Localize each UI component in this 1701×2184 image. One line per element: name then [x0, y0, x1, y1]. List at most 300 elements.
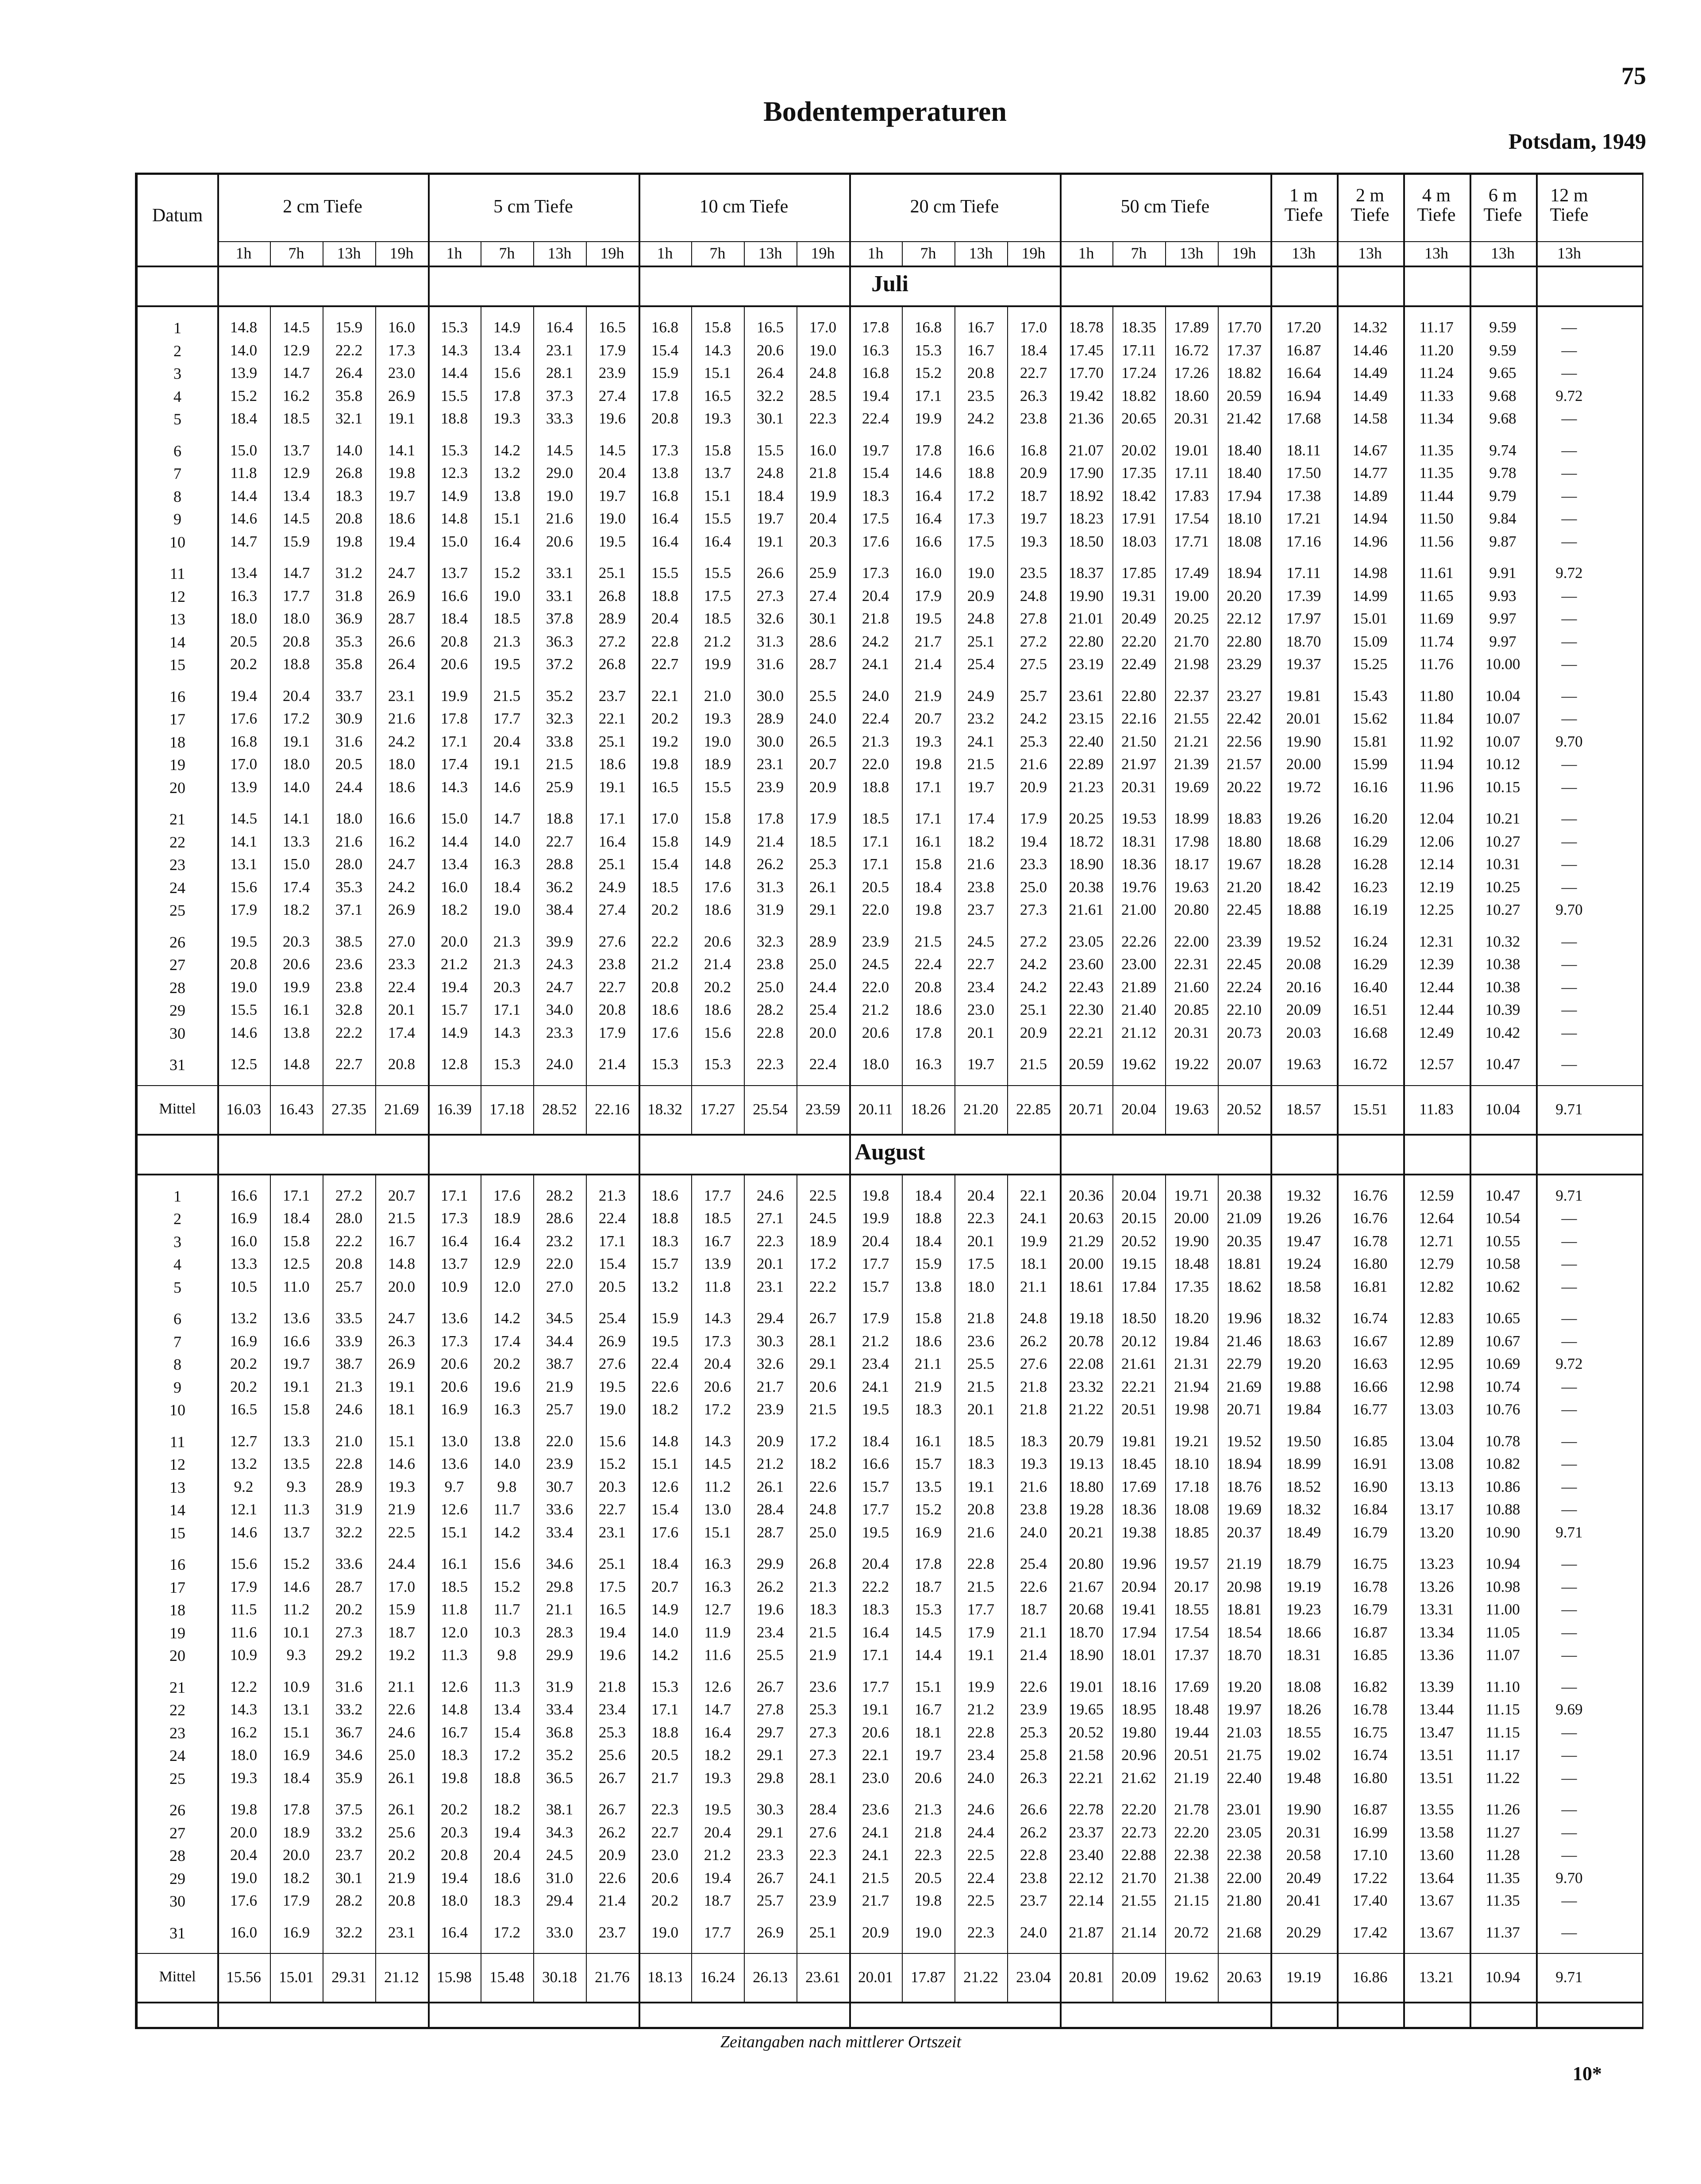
data-cell: 21.3	[493, 955, 521, 973]
data-cell: 19.4	[388, 532, 416, 550]
data-cell: 19.5	[230, 932, 258, 950]
data-cell: 23.05	[1069, 932, 1104, 950]
data-cell: 26.7	[598, 1769, 626, 1787]
data-cell: 20.8	[651, 978, 679, 996]
data-cell: 20.52	[1069, 1723, 1104, 1741]
day-label: 21	[169, 810, 185, 828]
data-cell: 14.32	[1352, 319, 1388, 336]
data-cell: 18.3	[440, 1746, 468, 1764]
data-cell: 19.01	[1069, 1678, 1104, 1695]
data-cell: 18.5	[440, 1578, 468, 1595]
data-cell: 22.2	[335, 1024, 363, 1041]
data-cell: 27.6	[809, 1823, 837, 1841]
data-cell: 15.5	[704, 778, 731, 796]
data-cell: 17.85	[1121, 564, 1156, 582]
data-cell: 20.4	[704, 1355, 731, 1372]
data-cell: 19.2	[388, 1646, 416, 1664]
data-cell: 18.2	[440, 901, 468, 918]
data-cell: 14.99	[1352, 587, 1388, 605]
data-cell: 18.0	[440, 1892, 468, 1909]
data-cell: 9.8	[497, 1478, 517, 1495]
data-cell: 16.79	[1352, 1601, 1388, 1618]
data-cell: 18.54	[1227, 1623, 1262, 1641]
data-cell: 17.20	[1286, 319, 1321, 336]
data-cell: 27.1	[756, 1209, 784, 1227]
mittel-cell: 16.39	[437, 1100, 472, 1118]
data-cell: 20.03	[1286, 1024, 1321, 1041]
folio-mark: 10*	[1573, 2063, 1602, 2084]
data-cell: 36.5	[546, 1769, 573, 1787]
data-cell: 11.35	[1485, 1892, 1520, 1909]
data-cell: 22.1	[862, 1746, 889, 1764]
data-cell: 18.4	[282, 1769, 310, 1787]
data-cell: 21.3	[335, 1378, 363, 1395]
data-cell: 25.0	[388, 1746, 416, 1764]
data-cell: 20.8	[914, 978, 942, 996]
data-cell: 19.90	[1174, 1232, 1209, 1250]
data-cell: 23.6	[967, 1332, 995, 1350]
footer-note: Zeitangaben nach mittlerer Ortszeit	[720, 2033, 962, 2051]
data-cell: 22.80	[1121, 687, 1156, 705]
data-cell: 28.9	[756, 710, 784, 727]
data-cell: 13.58	[1419, 1823, 1454, 1841]
data-cell: 14.6	[914, 464, 942, 481]
data-cell: 24.1	[862, 655, 889, 673]
data-cell: 19.3	[704, 710, 731, 727]
column-rule	[1007, 241, 1008, 266]
data-cell: 19.67	[1227, 855, 1262, 873]
data-cell: 17.7	[282, 587, 310, 605]
data-cell: 15.8	[282, 1401, 310, 1418]
data-cell: 31.6	[756, 655, 784, 673]
data-cell: 28.1	[546, 364, 573, 381]
data-cell: 20.22	[1227, 778, 1262, 796]
data-cell: 18.4	[914, 1186, 942, 1204]
data-cell: 24.4	[809, 978, 837, 996]
data-cell: 13.4	[493, 1701, 521, 1718]
data-cell: 15.0	[282, 855, 310, 873]
data-cell: 17.5	[967, 1255, 995, 1272]
data-cell: 26.3	[1020, 387, 1047, 404]
data-cell: 19.4	[440, 978, 468, 996]
data-cell: 19.26	[1286, 1209, 1321, 1227]
header-hour: 7h	[1131, 244, 1147, 262]
data-cell: 19.84	[1174, 1332, 1209, 1350]
data-cell: 14.6	[230, 1523, 258, 1541]
data-cell: 15.1	[493, 510, 521, 527]
data-cell: 20.9	[1020, 1024, 1047, 1041]
data-cell: —	[1561, 632, 1577, 650]
data-cell: 17.11	[1121, 341, 1156, 359]
month-title: August	[854, 1139, 925, 1165]
data-cell: 18.3	[1020, 1432, 1047, 1450]
data-cell: 23.9	[756, 778, 784, 796]
data-cell: 23.15	[1069, 710, 1104, 727]
day-label: 24	[169, 878, 185, 897]
data-cell: 19.5	[862, 1523, 889, 1541]
data-cell: 18.72	[1069, 832, 1104, 850]
data-cell: 19.4	[493, 1823, 521, 1841]
data-cell: 28.7	[388, 610, 416, 627]
data-cell: 25.4	[1020, 1555, 1047, 1572]
data-cell: 12.9	[282, 464, 310, 481]
data-cell: 22.37	[1174, 687, 1209, 705]
data-cell: 28.7	[335, 1578, 363, 1595]
data-cell: 17.6	[230, 710, 258, 727]
data-cell: 20.94	[1121, 1578, 1156, 1595]
data-cell: 20.6	[440, 655, 468, 673]
data-cell: 21.6	[335, 832, 363, 850]
data-cell: 16.0	[809, 441, 837, 459]
data-cell: 9.97	[1489, 610, 1516, 627]
data-cell: 19.0	[493, 587, 521, 605]
data-cell: 11.15	[1485, 1723, 1520, 1741]
data-cell: 21.5	[862, 1869, 889, 1887]
data-cell: 14.2	[651, 1646, 679, 1664]
data-cell: 11.26	[1485, 1801, 1520, 1818]
data-cell: 16.72	[1352, 1055, 1388, 1073]
data-cell: 19.7	[1020, 510, 1047, 527]
data-cell: 9.84	[1489, 510, 1516, 527]
data-cell: 17.6	[704, 878, 731, 896]
day-label: 24	[169, 1747, 185, 1764]
data-cell: 21.4	[704, 955, 731, 973]
data-cell: 19.3	[704, 410, 731, 427]
data-cell: 17.1	[862, 855, 889, 873]
data-cell: 13.34	[1419, 1623, 1454, 1641]
data-cell: 21.3	[598, 1186, 626, 1204]
data-cell: 14.49	[1352, 387, 1388, 404]
data-cell: 22.30	[1069, 1001, 1104, 1018]
data-cell: 23.1	[756, 755, 784, 773]
data-cell: 14.1	[230, 832, 258, 850]
data-cell: 16.7	[388, 1232, 416, 1250]
data-cell: 11.8	[704, 1278, 731, 1295]
data-cell: 20.4	[967, 1186, 995, 1204]
day-label: 19	[169, 1624, 185, 1642]
data-cell: 12.2	[230, 1678, 258, 1695]
header-depth-6: 2 m Tiefe	[1351, 185, 1389, 226]
column-rule	[744, 241, 745, 266]
data-cell: 22.8	[1020, 1846, 1047, 1864]
data-cell: 16.8	[651, 487, 679, 505]
data-cell: 13.1	[282, 1701, 310, 1718]
data-cell: 18.4	[756, 487, 784, 505]
data-cell: 10.54	[1485, 1209, 1520, 1227]
data-cell: 33.4	[546, 1523, 573, 1541]
data-cell: 20.52	[1121, 1232, 1156, 1250]
data-cell: —	[1561, 1278, 1577, 1295]
data-cell: —	[1561, 778, 1577, 796]
mittel-cell: 21.12	[384, 1968, 419, 1986]
data-cell: 17.1	[440, 1186, 468, 1204]
data-cell: 17.0	[1020, 319, 1047, 336]
data-cell: 22.89	[1069, 755, 1104, 773]
data-cell: 23.4	[967, 978, 995, 996]
data-cell: 19.5	[704, 1801, 731, 1818]
data-cell: 19.8	[651, 755, 679, 773]
data-cell: 20.9	[1020, 464, 1047, 481]
data-cell: —	[1561, 1255, 1577, 1272]
data-cell: 22.88	[1121, 1846, 1156, 1864]
month-title: Juli	[871, 271, 908, 297]
data-cell: 17.2	[493, 1923, 521, 1941]
data-cell: 18.70	[1227, 1646, 1262, 1664]
data-cell: 28.9	[598, 610, 626, 627]
data-cell: 9.3	[286, 1646, 306, 1664]
data-cell: —	[1561, 978, 1577, 996]
data-cell: 19.97	[1227, 1701, 1262, 1718]
data-cell: 21.6	[388, 710, 416, 727]
data-cell: 26.2	[1020, 1332, 1047, 1350]
data-cell: 15.5	[230, 1001, 258, 1018]
data-cell: —	[1561, 1646, 1577, 1664]
data-cell: 24.2	[388, 732, 416, 750]
data-cell: 15.8	[704, 810, 731, 827]
header-datum: Datum	[152, 205, 203, 226]
data-cell: 22.3	[809, 410, 837, 427]
data-cell: 12.44	[1419, 1001, 1454, 1018]
data-cell: 15.0	[440, 810, 468, 827]
data-cell: 14.1	[388, 441, 416, 459]
data-cell: 16.6	[967, 441, 995, 459]
data-cell: 17.8	[493, 387, 521, 404]
data-cell: 16.4	[651, 532, 679, 550]
day-label: 15	[169, 656, 185, 674]
data-cell: 22.31	[1174, 955, 1209, 973]
data-cell: 36.2	[546, 878, 573, 896]
data-cell: 26.3	[388, 1332, 416, 1350]
column-rule	[1536, 175, 1538, 2027]
data-cell: 19.4	[230, 687, 258, 705]
data-cell: 18.6	[914, 1001, 942, 1018]
data-cell: 15.5	[440, 387, 468, 404]
data-cell: 26.1	[388, 1801, 416, 1818]
mittel-cell: 9.71	[1555, 1968, 1583, 1986]
data-cell: 17.37	[1227, 341, 1262, 359]
data-cell: 25.7	[756, 1892, 784, 1909]
data-cell: 22.3	[756, 1055, 784, 1073]
data-cell: —	[1561, 1432, 1577, 1450]
data-cell: 28.2	[335, 1892, 363, 1909]
data-cell: 20.6	[440, 1378, 468, 1395]
data-cell: 12.8	[440, 1055, 468, 1073]
data-cell: 23.8	[1020, 410, 1047, 427]
data-cell: 19.21	[1174, 1432, 1209, 1450]
data-cell: —	[1561, 1769, 1577, 1787]
data-cell: 18.6	[651, 1001, 679, 1018]
data-cell: 16.84	[1352, 1501, 1388, 1518]
data-cell: 11.7	[493, 1601, 520, 1618]
data-cell: 12.14	[1419, 855, 1454, 873]
data-cell: 13.2	[230, 1310, 258, 1327]
data-cell: 32.6	[756, 1355, 784, 1372]
data-cell: —	[1561, 1055, 1577, 1073]
mittel-cell: 16.43	[279, 1100, 314, 1118]
data-cell: 9.8	[497, 1646, 517, 1664]
data-cell: 9.72	[1555, 1355, 1583, 1372]
data-cell: 15.8	[282, 1232, 310, 1250]
data-cell: 21.5	[493, 687, 521, 705]
data-cell: 18.55	[1174, 1601, 1209, 1618]
day-label: 25	[169, 1769, 185, 1787]
data-cell: 21.8	[967, 1310, 995, 1327]
data-cell: 25.6	[598, 1746, 626, 1764]
data-cell: 17.4	[388, 1024, 416, 1041]
column-rule	[1218, 305, 1219, 1134]
header-hour: 7h	[499, 244, 515, 262]
data-cell: 33.0	[546, 1923, 573, 1941]
data-cell: 16.6	[388, 810, 416, 827]
data-cell: 25.7	[335, 1278, 363, 1295]
mittel-cell: 23.04	[1016, 1968, 1051, 1986]
data-cell: 24.8	[1020, 1310, 1047, 1327]
data-cell: 13.9	[704, 1255, 731, 1272]
data-cell: 17.5	[862, 510, 889, 527]
column-rule	[1112, 1174, 1113, 2002]
data-cell: 19.01	[1174, 441, 1209, 459]
data-cell: 23.8	[967, 878, 995, 896]
data-cell: 17.1	[598, 1232, 626, 1250]
data-cell: 18.3	[335, 487, 363, 505]
data-cell: 18.08	[1174, 1501, 1209, 1518]
data-cell: 15.25	[1352, 655, 1388, 673]
data-cell: 23.1	[598, 1523, 626, 1541]
data-cell: 21.8	[914, 1823, 942, 1841]
data-cell: 16.63	[1352, 1355, 1388, 1372]
data-cell: 16.85	[1352, 1432, 1388, 1450]
data-cell: 17.90	[1069, 464, 1104, 481]
data-cell: 36.8	[546, 1723, 573, 1741]
data-cell: 18.42	[1121, 487, 1156, 505]
data-cell: 22.2	[335, 1232, 363, 1250]
data-cell: 19.3	[914, 732, 942, 750]
data-cell: 17.6	[651, 1024, 679, 1041]
data-cell: 20.31	[1121, 778, 1156, 796]
data-cell: 13.4	[230, 564, 258, 582]
data-cell: 19.0	[651, 1923, 679, 1941]
data-cell: 22.80	[1069, 632, 1104, 650]
data-cell: 21.9	[388, 1869, 416, 1887]
data-cell: 9.71	[1555, 1186, 1583, 1204]
header-hour: 13h	[758, 244, 782, 262]
data-cell: —	[1561, 1024, 1577, 1041]
data-cell: 12.6	[440, 1678, 468, 1695]
data-cell: 18.7	[914, 1578, 942, 1595]
data-cell: 25.8	[1020, 1746, 1047, 1764]
data-cell: 29.1	[756, 1823, 784, 1841]
data-cell: 30.0	[756, 732, 784, 750]
data-cell: 13.7	[282, 1523, 310, 1541]
data-cell: 21.87	[1069, 1923, 1104, 1941]
data-cell: 17.50	[1286, 464, 1321, 481]
data-cell: 22.6	[1020, 1678, 1047, 1695]
data-cell: 11.92	[1419, 732, 1454, 750]
data-cell: 20.4	[651, 610, 679, 627]
data-cell: 10.74	[1485, 1378, 1520, 1395]
data-cell: 15.7	[914, 1455, 942, 1472]
data-cell: 20.6	[862, 1024, 889, 1041]
data-cell: 22.7	[651, 655, 679, 673]
header-depth-4: 50 cm Tiefe	[1120, 196, 1210, 217]
data-cell: 12.64	[1419, 1209, 1454, 1227]
data-cell: 16.8	[230, 732, 258, 750]
data-cell: 20.85	[1174, 1001, 1209, 1018]
data-cell: 22.00	[1227, 1869, 1262, 1887]
data-cell: 22.78	[1069, 1801, 1104, 1818]
data-cell: 21.0	[704, 687, 731, 705]
mittel-cell: 13.21	[1419, 1968, 1454, 1986]
data-cell: 24.5	[546, 1846, 573, 1864]
day-label: 12	[169, 587, 185, 605]
data-cell: 25.4	[967, 655, 995, 673]
data-cell: 31.2	[335, 564, 363, 582]
data-cell: 16.4	[704, 532, 731, 550]
data-cell: 17.5	[704, 587, 731, 605]
data-cell: 13.4	[440, 855, 468, 873]
data-cell: 15.1	[914, 1678, 942, 1695]
data-cell: 23.05	[1227, 1823, 1262, 1841]
data-cell: 14.5	[282, 319, 310, 336]
data-cell: 17.5	[598, 1578, 626, 1595]
data-cell: 15.1	[704, 364, 731, 381]
data-cell: 18.6	[598, 755, 626, 773]
data-cell: 19.38	[1121, 1523, 1156, 1541]
data-cell: 17.9	[809, 810, 837, 827]
mittel-label: Mittel	[159, 1100, 196, 1117]
data-cell: 18.6	[493, 1869, 521, 1887]
data-cell: 14.7	[282, 364, 310, 381]
data-cell: 19.13	[1069, 1455, 1104, 1472]
data-cell: —	[1561, 319, 1577, 336]
data-cell: 18.35	[1121, 319, 1156, 336]
data-cell: 11.17	[1485, 1746, 1520, 1764]
data-cell: 21.5	[914, 932, 942, 950]
data-cell: 27.6	[598, 932, 626, 950]
data-cell: 12.9	[493, 1255, 521, 1272]
data-cell: —	[1561, 855, 1577, 873]
data-cell: 28.6	[809, 632, 837, 650]
data-cell: 19.0	[546, 487, 573, 505]
data-cell: 23.2	[967, 710, 995, 727]
mittel-cell: 18.57	[1286, 1100, 1321, 1118]
data-cell: 28.3	[546, 1623, 573, 1641]
data-cell: 25.4	[598, 1310, 626, 1327]
data-cell: 11.69	[1419, 610, 1454, 627]
data-cell: 12.1	[230, 1501, 258, 1518]
data-cell: 20.6	[546, 532, 573, 550]
mittel-cell: 19.19	[1286, 1968, 1321, 1986]
column-rule	[1403, 175, 1405, 2027]
data-cell: 17.2	[704, 1401, 731, 1418]
data-cell: —	[1561, 1601, 1577, 1618]
data-cell: 34.3	[546, 1823, 573, 1841]
day-label: 29	[169, 1001, 185, 1019]
data-cell: 21.7	[651, 1769, 679, 1787]
data-cell: 17.7	[862, 1678, 889, 1695]
data-cell: 26.7	[756, 1678, 784, 1695]
data-cell: —	[1561, 1823, 1577, 1841]
data-cell: 21.2	[967, 1701, 995, 1718]
data-cell: 18.28	[1286, 855, 1321, 873]
data-cell: 27.8	[1020, 610, 1047, 627]
data-cell: 26.1	[756, 1478, 784, 1495]
data-cell: 15.3	[651, 1055, 679, 1073]
data-cell: 19.8	[335, 532, 363, 550]
data-cell: 16.4	[914, 487, 942, 505]
day-label: 19	[169, 756, 185, 774]
data-cell: 19.72	[1286, 778, 1321, 796]
